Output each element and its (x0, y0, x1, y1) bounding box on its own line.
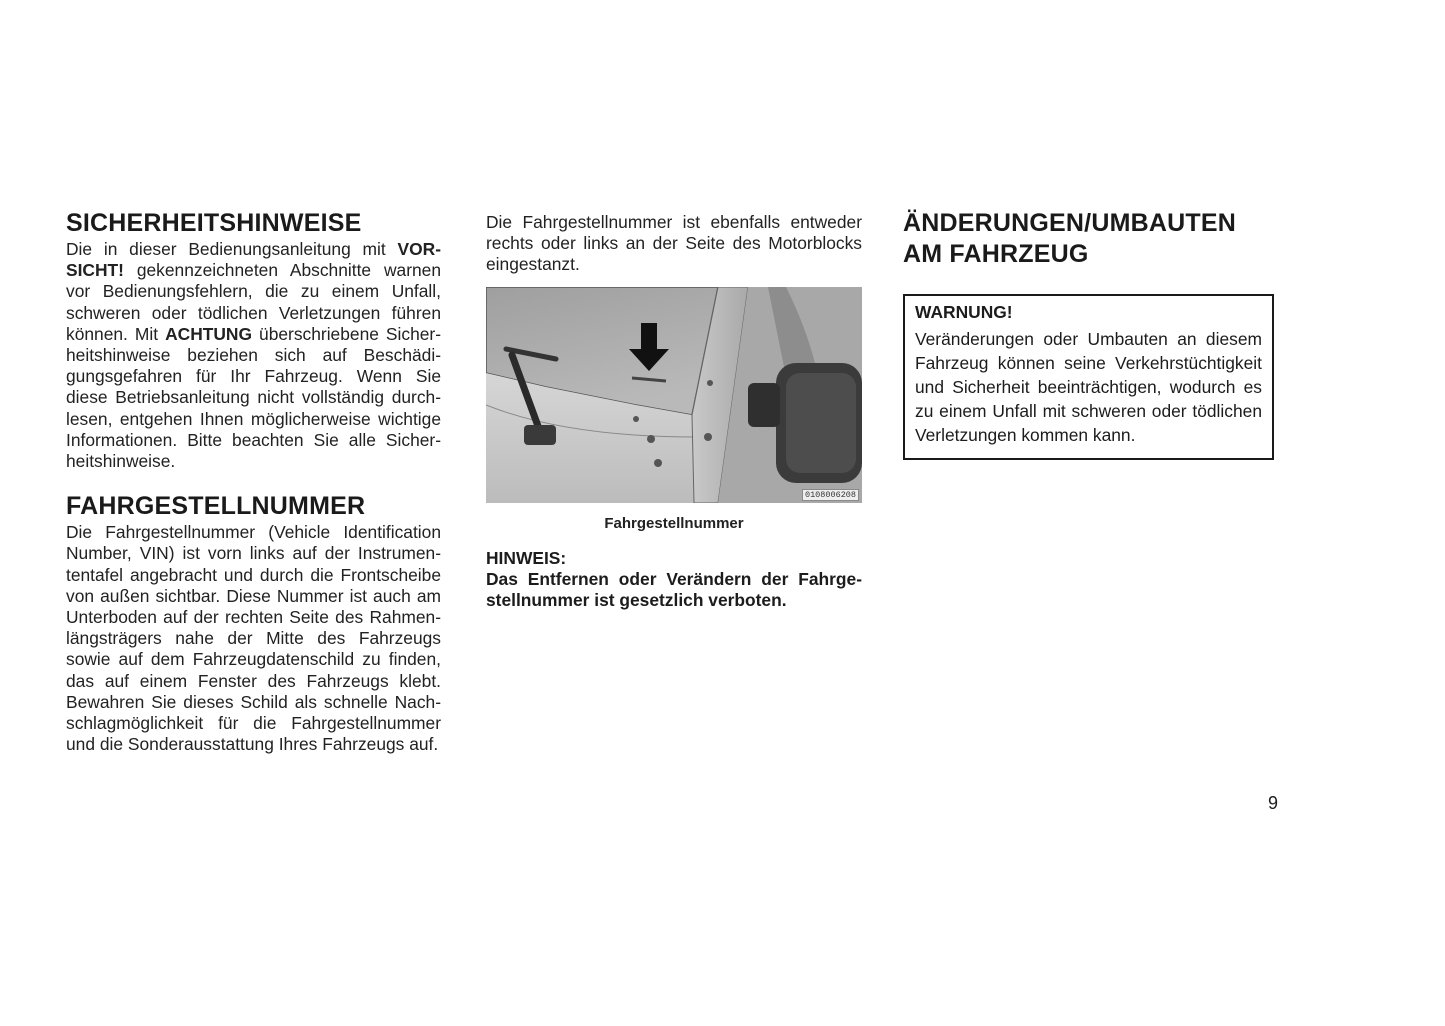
right-column (903, 208, 1278, 460)
page-number: 9 (1267, 793, 1278, 813)
warning-box (903, 294, 1274, 460)
vin-paragraph: Die Fahrgestellnummer (Vehicle Identification Number, VIN) ist vorn links auf der Instrumententafel angebracht und durch die Frontscheibe von außen sichtbar. Diese Nummer ist auch am Unterboden auf der rechten Seite des Rahmenlängsträgers nahe der Mitte des Fahrzeugs sowie auf dem Fahrzeugdatenschild zu finden, das auf einem Fenster des Fahrzeugs klebt. Bewahren Sie dieses Schild als schnelle Nachschlagmöglichkeit für die Fahrgestellnummer und die Sonderausstattung Ihres Fahrzeugs auf. (66, 522, 441, 755)
left-column (66, 208, 441, 755)
vin-engine-paragraph: Die Fahrgestellnummer ist ebenfalls entweder rechts oder links an der Seite des Motorblocks eingestanzt. (486, 212, 862, 275)
note-text: Das Entfernen oder Verändern der Fahrgestellnummer ist gesetzlich verboten. (486, 568, 862, 610)
attention-term: ACHTUNG (165, 323, 253, 344)
safety-paragraph (66, 239, 441, 472)
safety-text-1: Die in dieser Bedienungsanleitung mit (66, 239, 398, 259)
middle-column (486, 212, 862, 611)
figure-code-label: 0108006208 (802, 489, 859, 501)
note-label: HINWEIS: (486, 547, 567, 568)
safety-heading: SICHERHEITSHINWEISE (66, 209, 362, 237)
safety-text-3: überschriebene Sicherheitshinweise beziehen sich auf Beschädigungsgefahren für Ihr Fahrzeug. Wenn Sie diese Betriebsanleitung nicht vollständig durchlesen, entgehen Ihnen möglicherweise wichtige Informationen. Bitte beachten Sie alle Sicherheitshinweise. (66, 323, 442, 472)
warning-text: Veränderungen oder Umbauten an diesem Fahrzeug können seine Verkehrstüchtigkeit und Sicherheit beeinträchtigen, wodurch es zu einem Unfall mit schweren oder tödlichen Verletzungen kommen kann. (915, 329, 1262, 445)
modifications-heading: ÄNDERUNGEN/UMBAUTEN AM FAHRZEUG (903, 209, 1236, 268)
vin-heading: FAHRGESTELLNUMMER (66, 492, 366, 521)
vin-location-illustration (486, 287, 862, 503)
caution-term: VORSICHT! (66, 239, 441, 281)
warning-label: WARNUNG! (915, 302, 1013, 322)
figure-caption: Fahrgestellnummer (604, 514, 744, 532)
safety-text-2: gekennzeichneten Abschnitte warnen vor Bedienungsfehlern, die zu einem Unfall, schweren oder tödlichen Verletzungen führen können. Mit (66, 260, 441, 344)
